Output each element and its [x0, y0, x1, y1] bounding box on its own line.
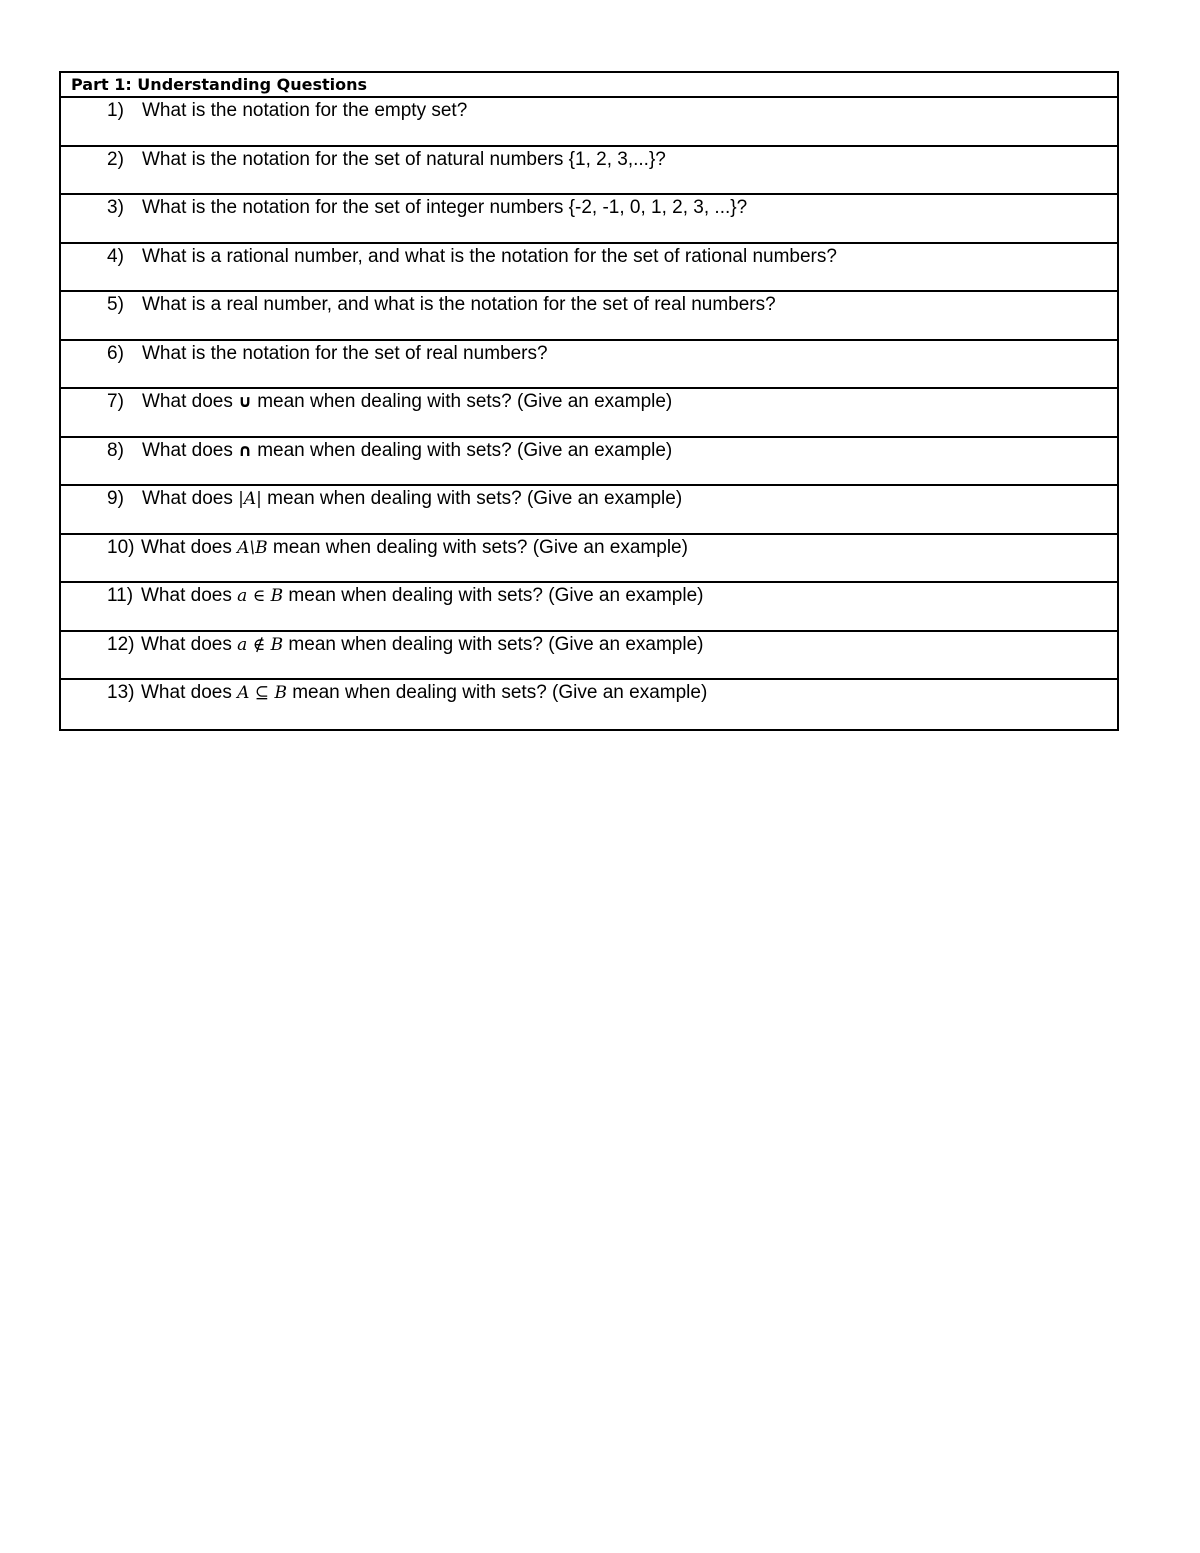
question-text — [141, 681, 707, 705]
question-row — [61, 98, 1117, 147]
question-number: 1) — [107, 100, 124, 121]
question-text-tail: mean when dealing with sets? (Give an example) — [283, 633, 704, 655]
question-number: 7) — [107, 391, 124, 412]
question-text-tail: mean when dealing with sets? (Give an example) — [261, 488, 683, 509]
question-text-lead: What does — [142, 391, 239, 412]
question-text — [141, 584, 703, 608]
question-text — [141, 633, 703, 657]
element-of-symbol: a ∈ B — [237, 586, 284, 606]
question-row — [61, 535, 1117, 584]
question-text-lead: What does — [141, 682, 238, 703]
cardinality-symbol: |A| — [238, 489, 262, 509]
question-text-lead: What does — [141, 536, 238, 558]
question-row — [61, 147, 1117, 196]
question-text-tail: mean when dealing with sets? (Give an example) — [283, 585, 704, 606]
question-row — [61, 632, 1117, 681]
question-text-lead: What does — [141, 585, 238, 606]
question-text — [142, 439, 672, 463]
question-text-tail: mean when dealing with sets? (Give an example) — [267, 536, 688, 558]
question-text-lead: What does — [142, 488, 239, 509]
question-text-tail: mean when dealing with sets? (Give an example) — [251, 439, 673, 461]
question-row — [61, 244, 1117, 293]
section-title: Part 1: Understanding Questions — [61, 73, 1117, 98]
question-number: 6) — [107, 342, 124, 364]
question-number: 2) — [107, 148, 124, 170]
question-text-lead: What does — [142, 439, 239, 461]
question-row — [61, 583, 1117, 632]
question-number: 3) — [107, 197, 124, 218]
question-text — [141, 536, 688, 560]
union-symbol: ∪ — [238, 392, 252, 412]
question-text: What is the notation for the set of natural numbers {1, 2, 3,...}? — [142, 148, 666, 170]
questions-table — [59, 71, 1119, 731]
question-text-tail: mean when dealing with sets? (Give an example) — [286, 682, 708, 703]
question-row — [61, 341, 1117, 390]
intersection-symbol: ∩ — [238, 440, 252, 461]
question-number: 9) — [107, 488, 124, 509]
question-number: 5) — [107, 294, 124, 315]
question-row — [61, 389, 1117, 438]
question-row — [61, 438, 1117, 487]
question-text: What is a rational number, and what is the notation for the set of rational numbers? — [142, 245, 837, 267]
question-text — [142, 390, 672, 414]
question-row — [61, 292, 1117, 341]
set-difference-symbol: A\B — [237, 537, 268, 558]
question-text: What is a real number, and what is the notation for the set of real numbers? — [142, 294, 776, 315]
question-row — [61, 680, 1117, 729]
question-text: What is the notation for the set of real numbers? — [142, 342, 548, 364]
question-row — [61, 195, 1117, 244]
not-element-of-symbol: a ∉ B — [237, 634, 284, 655]
question-row — [61, 486, 1117, 535]
question-text-lead: What does — [141, 633, 238, 655]
subset-symbol: A ⊆ B — [237, 683, 287, 703]
question-number: 10) — [107, 536, 135, 558]
question-text-tail: mean when dealing with sets? (Give an example) — [251, 391, 673, 412]
question-number: 8) — [107, 439, 124, 461]
question-text: What is the notation for the set of integer numbers {-2, -1, 0, 1, 2, 3, ...}? — [142, 197, 748, 218]
question-number: 13) — [107, 682, 135, 703]
question-text — [142, 487, 682, 511]
question-text: What is the notation for the empty set? — [142, 100, 468, 121]
question-number: 12) — [107, 633, 135, 655]
question-number: 4) — [107, 245, 124, 267]
question-number: 11) — [107, 585, 134, 606]
